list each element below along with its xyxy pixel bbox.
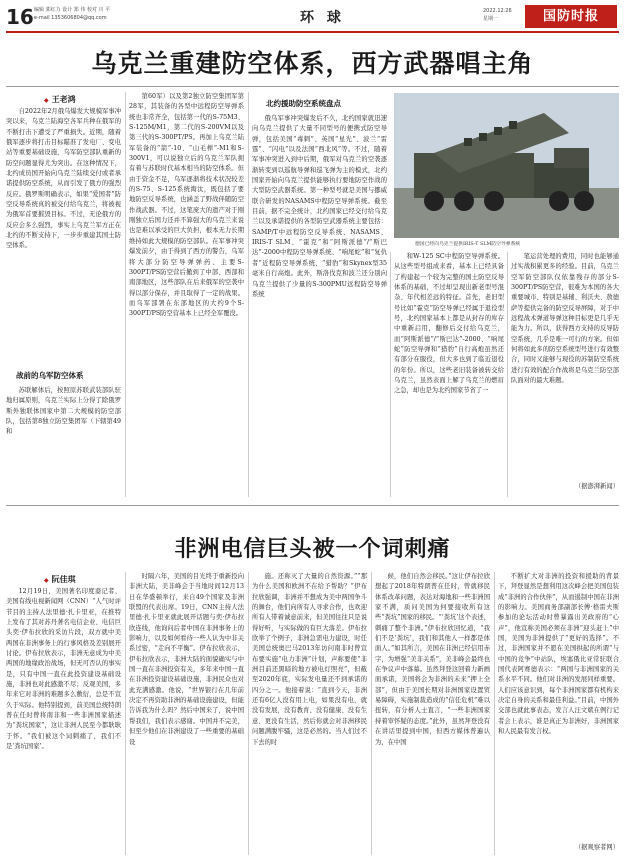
weekday-text: 星期一 bbox=[483, 16, 499, 22]
missile-launcher-illustration bbox=[394, 93, 619, 238]
page-number: 16 bbox=[6, 5, 34, 29]
article2-column-2 bbox=[129, 572, 244, 855]
issue-date bbox=[483, 7, 512, 23]
article1-col1-text: 自2022年2月俄乌爆发大规模军事冲突以来，乌克兰陆海空各军兵种在俄军的不断打击下遭受了严重损失。近期，随着俄军逐步将打击目标瞄准了发电厂、变电站等重要基础设施，乌军防空部队重新的防空问题显得尤为突出。在这种情况下，北约成员国开始向乌克兰陆续交付或者承诺提供防空系统，从而引发了俄方的强烈反应。俄罗斯明确表示，如果“爱国者”防空反导系统真的被交付给乌克兰，将被视为俄军首要摧毁目标。不过，无论俄方的反应会多么强烈，事实上乌克兰军方正在北约的不断支持下，一步步重建其国土防空体系。 bbox=[6, 108, 121, 250]
article-separator bbox=[6, 505, 619, 506]
header-rule bbox=[6, 31, 619, 33]
date-text: 2022.12.26 bbox=[483, 8, 512, 14]
email-line: e-mail 1353606804@qq.com bbox=[34, 15, 107, 21]
article1-author: 王老鸿 bbox=[51, 95, 76, 104]
column-divider bbox=[125, 572, 126, 855]
editor-credits bbox=[34, 6, 110, 22]
article1-column-2 bbox=[129, 92, 244, 497]
article1-column-1 bbox=[6, 107, 121, 358]
column-divider bbox=[125, 92, 126, 497]
headline-rule bbox=[6, 86, 619, 87]
column-divider bbox=[390, 252, 391, 497]
article1-col3-text: 俄乌军事冲突爆发后不久，北约国家就迅速向乌克兰提供了大量不同型号的便携式防空导弹，包括美国“毒刺”、英国“星光”、波兰“雷霆”、“闪电”以及法国“西北风”等。不过，随着军事冲突进入到中后期，俄军对乌克兰的空袭逐渐转变到以巡航导弹和巡飞弹为主的模式，北约国家开始向乌克兰提供能够执行要地防空作战的大型防空武器系统。第一种型号就是美国与挪威联合研发的NASAMS中程防空导弹系统。截至目前，据不完全统计，北约国家已经交付给乌克兰以及承诺提供的各型防空武器系统主要包括：SAMP/T中远程防空反导系统、NASAMS、IRIS-T SLM、“霍克”和“阿斯派德”/“斯巴达”-2000中程防空导弹系统、“响尾蛇”和“复仇者”近程防空导弹系统、“猎豹”和Skynex型35毫米自行高炮。此外，斯洛伐克和波兰还分别向乌克兰提供了少量的S-300PMU远程防空导弹系统 bbox=[252, 115, 387, 298]
article1-col4-text: 和W-125 SC中程防空导弹系统。从这些型号组成来看，基本上已经具备了构建起一个较为完整的国土防空反导体系的基础，不过却呈现出新老型号混杂、年代相差远的特征。首先，老旧型号比如“霍克”防空导弹已经属于退役型号，北约国家基本上都是从封存的库存中重新启用，翻修后交付给乌克兰，而“阿斯派德”/“斯巴达”-2000、“响尾蛇”防空导弹和“猎豹”自行高炮虽然还有部分在服役，但大多也到了临近退役的年份。所以，这些老旧装备被转交给乌克兰，虽然表面上解了乌克兰的燃眉之急，却也是为北约国家节省了一 bbox=[394, 253, 504, 395]
masthead-logo: 国防时报 bbox=[525, 5, 617, 28]
article1-col1b-text: 苏联解体后，按照原苏联武装部队驻地归属原则，乌克兰实际上分得了除俄罗斯外独联体国家中第二大规模的防空部队，包括第8独立防空集团军（下辖第49和 bbox=[6, 387, 121, 436]
article1-column-1b bbox=[6, 386, 121, 499]
section-title: 环 球 bbox=[300, 10, 345, 26]
column-divider bbox=[494, 572, 495, 855]
article1-source: （据澎湃新闻） bbox=[574, 483, 619, 490]
article2-column-5 bbox=[498, 572, 619, 843]
column-divider bbox=[248, 92, 249, 497]
article1-col2-text: 第60军）以及第2独立防空集团军第28军，其装备的各型中远程防空导弹系统也非常齐全，包括第一代的S-75M3、S-125M/M1，第二代的S-200VM以及第三代的S-300PT/PS。再加上乌克兰陆军装备的“箭”-10、“山毛榉”-M1和S-300V1，可以说独立后的乌克兰军队拥有着与苏联时代基本相当的防空体系。但由于资金不足，乌军逐渐将技术状况较差的S-75、S-125系统淘汰，既包括了要地防空反导系统，也涵盖了野战伴随防空作战武器。不过，这笔庞大的遗产对于刚刚独立后国力还并不算强大的乌克兰来说也是难以承受的巨大负担，根本无力长期维持如此大规模的防空部队。在军事冲突爆发前夕，由于得到了西方的警告，乌军将大部分防空导弹弹药、主要S-300PT/PS防空营后撤到了中部、西部和南部地区，这些部队在后来俄军的空袭中得以部分保存，并且取得了一定的战果。而乌军部署在东部地区的大约9个S-300PT/PS防空营基本上已经全军覆没。 bbox=[129, 93, 244, 318]
article1-headline: 乌克兰重建防空体系，西方武器唱主角 bbox=[91, 49, 534, 78]
column-divider bbox=[371, 572, 372, 855]
article2-col1-text: 12月19日，美国著名印度裔记者、美国有线电视新闻网（CNN）“人气时评节目的主持人法里德·扎卡里亚，在推特上发布了其对苏丹著名电信企业、电信巨头奕·伊布拉欣的采访片段，双方就中美两国在非洲事务上的行事风格及差别展开讨论。伊布拉欣表示，非洲无意成为中美两国的地缘政治战场，但无可否认的事实是，只有中国一直在此投资建设基础设施，非洲也对此感激不尽；反观美国，多年来它对非洲的难题多么敷衍，总是不宣久于实际。他特别提到，前美国总统特朗普在任时曾将南非和一些非洲国家描述为“粪坑国家”，这让非洲人民至今都耿耿于怀。“我们被这个词刺痛了，我们不是‘粪坑国家’。 bbox=[6, 588, 121, 751]
article1-byline bbox=[44, 94, 76, 105]
article1-subhead-1: 战前的乌军防空体系 bbox=[16, 371, 84, 380]
article1-column-4 bbox=[394, 252, 504, 497]
article2-column-1 bbox=[6, 587, 121, 855]
column-divider bbox=[248, 572, 249, 855]
article1-subhead-2: 北约援助防空系统盘点 bbox=[266, 99, 341, 108]
article2-col3-text: 施。还称灭了大量的自然资源。”“那为什么美国和欧洲不在给予帮助？”伊布拉欣强调，非洲并不想成为美中两国争斗的舞台，他们向所有人寻求合作，也欢迎所有人带着诚意前来，但美国往往只是说得好听，与实际做的有巨大落差。伊布拉欣举了个例子，非洲急需电力建设，时任美国总统奥巴马2013年访问南非时曾宣布要实施“电力非洲”计划，声称要使“非洲目前还黑暗的地方被电灯照亮”，但截至2020年底，实际发电量还不到承诺的四分之一。他接着说：“直到今天，非洲还有6亿人没有用上电，如果没有电，就没有发展，没有教育、没有健康、没有生意、更没有生活，然后你就会对非洲移民问题满腹牢骚，这是必然的。当人们过不下去的时 bbox=[252, 573, 367, 746]
air-defense-photo bbox=[394, 93, 619, 238]
article2-column-3 bbox=[252, 572, 367, 855]
article1-column-5 bbox=[511, 252, 619, 482]
column-divider bbox=[507, 252, 508, 497]
article1-column-3 bbox=[252, 114, 387, 497]
article2-byline bbox=[44, 574, 76, 585]
article2-col5-text: 不断扩大对非洲的投资和援助的背景下，拜登显然是想利用这次峰会把美国包装成“非洲的合作伙伴”，从而遏制中国在非洲的影响力。美国商务部副部长傅·格雷夫斯参加的论坛活动时曾暴露出美政府的“心声”，他宣称美国必须在非洲“迎头赶上”中国，美国为非洲提供了“更好的选择”。不过，非洲国家并不愿在美国拱起的所谓“与中国的竞争”中站队，埃塞俄比亚常驻联合国代表阿赛德表示：“两国与非洲国家的关系水平不同。他们对非洲的发展同样重要。人们应该意识到，每个非洲国家都有机构来决定自身的关系和最佳利益。”目前，中国外交部也就此事表态，发言人汪文斌在例行记者会上表示，谁是真正为非洲好，非洲国家和人民最有发言权。 bbox=[498, 573, 619, 736]
byline-marker-icon: ◆ bbox=[44, 577, 49, 584]
article2-author: 阮佳琪 bbox=[51, 575, 76, 584]
article1-col5-text: 笔运营处理的费用，同时也能够通过实战积累更多的经验。目前，乌克兰空军防空部队仅依靠残存的部分S-300PT/PS防空营，很难为本国的各大重要城市、特别是基辅、利沃夫、敖德萨等提供完备的防空反导屏障，对于中远程战术弹道导弹这种目标更是几乎无能为力。所以，获得西方支持的反导防空系统，几乎是唯一可行的方案。但如何将如此多的防空系统型号进行有效整合，同时又能够与现役的苏制防空系统进行有效的配合作战将是乌克兰防空部队面对的最大难题。 bbox=[511, 253, 619, 385]
article2-column-4 bbox=[375, 572, 490, 855]
byline-marker-icon: ◆ bbox=[44, 97, 49, 104]
article2-col2-text: 时隔六年，美国的目光终于重新投向非洲大陆，美非峰会于当地时间12月13日在华盛顿举行，来自49个国家及非洲联盟的代表出席。19日，CNN主持人法里德·扎卡里亚就此展开话题与奕·伊布拉欣连线，他询问后者中国在非洲事务上的影响力，以及如何看待一些人认为中非关系过密，“走向不平衡”。伊布拉欣表示，伊布拉欣表示，非洲大陆的面貌确实与中国一直在非洲投资有关，多年来中国一直在非洲投资建设基础设施，非洲民众也对此充满感激。他说，“世界银行在几年前决定不再资助非洲的基础设施建设，但能告诉我为什么吗？然后中国来了，说中国帮我们，我们表示感谢。中国并不完美，但至少他们在非洲建设了一些重要的基础设 bbox=[129, 573, 244, 746]
article2-source: （据观察者网） bbox=[574, 844, 619, 851]
article2-headline: 非洲电信巨头被一个词刺痛 bbox=[174, 537, 451, 562]
article2-col4-text: 候，他们自然会移民。”这让伊布拉欣想起了2018年特朗普在任时，曾就移民体系改革问题，表达对海地和一些非洲国家不满，质问美国为何要接收所有这些“粪坑”国家的移民。“‘粪坑’这个表述，刺痛了整个非洲。”伊布拉欣回忆道，“我们不是‘粪坑’，我们和其他人一样都是体面人。”如其所言，美国在非洲已经信用赤字，为增强“美非关系”，美非峰会最终也在争议声中落幕。虽然拜登这回着力新画面承诺，美国将会为非洲的未来“押上全部”，但由于美国长期对非洲国家设置贸易障碍，实施制裁造成的“信任危机”难以扭转，有分析人士直言，“一些非洲国家持着审怀疑的态度。”此外，虽然拜登没有在讲话里提到中国，但西方媒体普遍认为，在中国 bbox=[375, 573, 490, 746]
photo-caption: 德国已经向乌克兰提供IRIS-T SLM防空导弹系统 bbox=[415, 242, 521, 247]
editor-line: 编辑 郭红力 设计 郑 伟 校对 川 平 bbox=[34, 7, 111, 13]
